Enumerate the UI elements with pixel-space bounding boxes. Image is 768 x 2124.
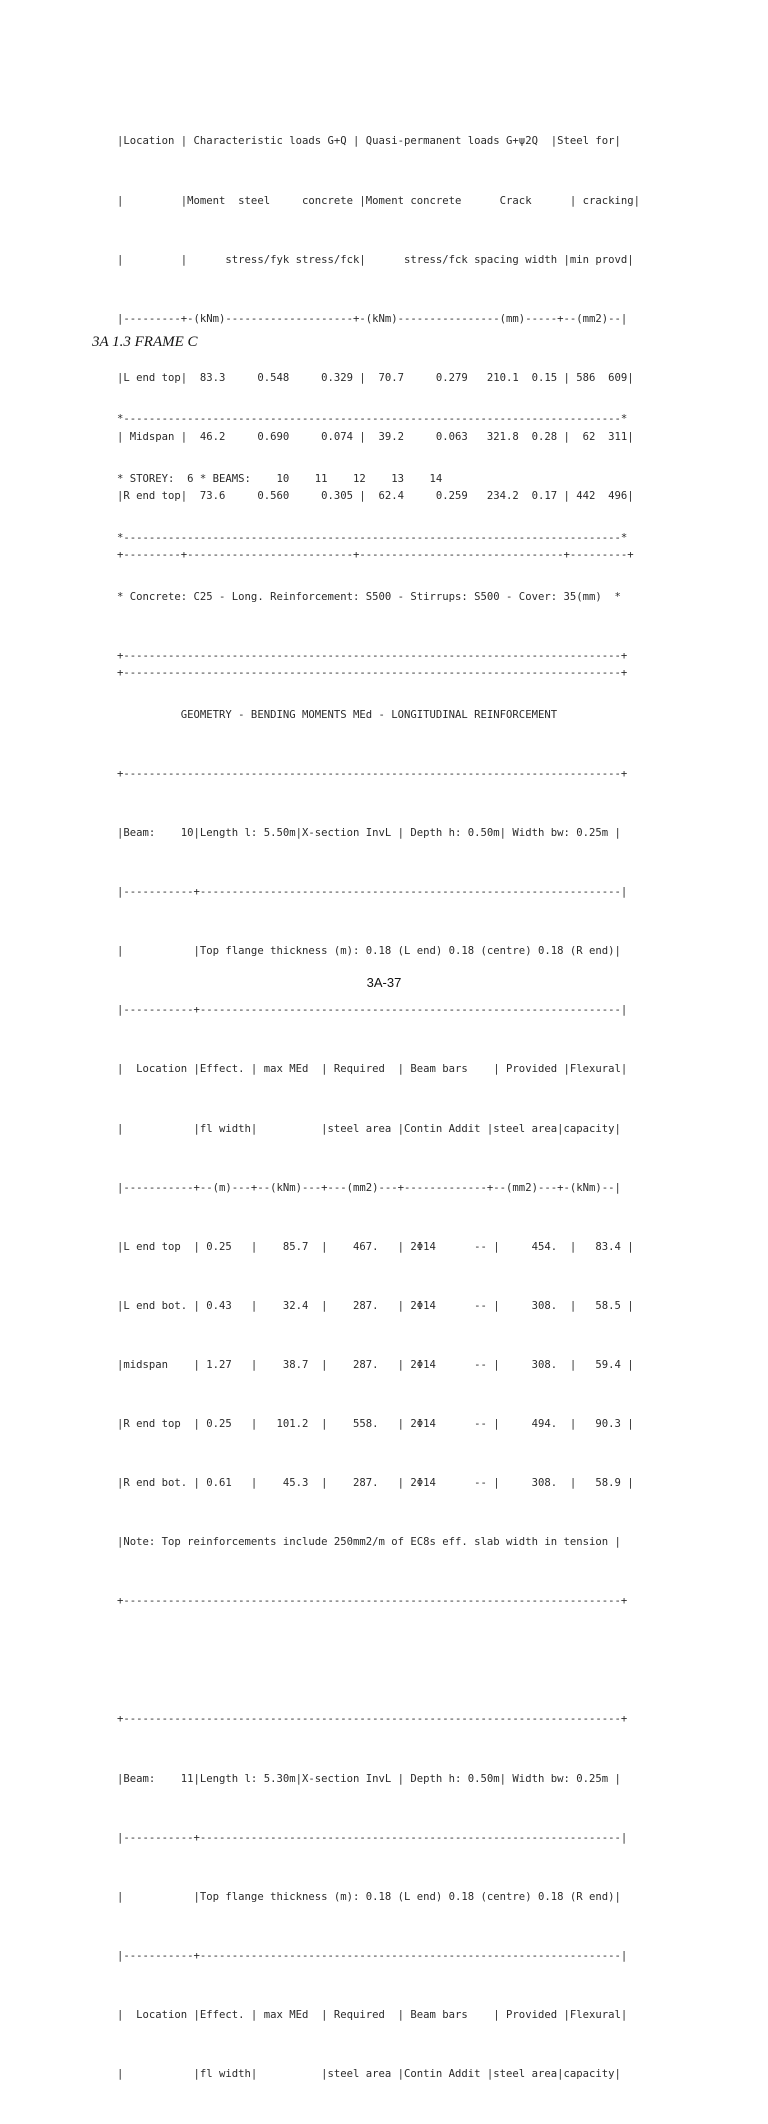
frame-c-output xyxy=(0,371,768,2124)
table-row: |midspan | 1.27 | 38.7 | 287. | 2Φ14 -- | 308. | 59.4 | xyxy=(117,1358,634,1371)
table-line: |-----------+------------------------------------------------------------------| xyxy=(117,1949,628,1962)
table-row: |L end bot. | 0.43 | 32.4 | 287. | 2Φ14 -- | 308. | 58.5 | xyxy=(117,1299,634,1312)
flange-thickness-line: | |Top flange thickness (m): 0.18 (L end) 0.18 (centre) 0.18 (R end)| xyxy=(117,1890,621,1903)
materials-line: * Concrete: C25 - Long. Reinforcement: S500 - Stirrups: S500 - Cover: 35(mm) * xyxy=(117,590,621,603)
table-line: +---------+--------------------------+--------------------------------+---------+ xyxy=(117,549,634,562)
table-row: |R end top | 0.25 | 101.2 | 558. | 2Φ14 -- | 494. | 90.3 | xyxy=(117,1418,634,1430)
table-line: |-----------+------------------------------------------------------------------| xyxy=(117,1831,628,1844)
table-line: *------------------------------------------------------------------------------* xyxy=(117,413,628,426)
beam-11-header: |Beam: 11|Length l: 5.30m|X-section InvL | Depth h: 0.50m| Width bw: 0.25m | xyxy=(117,1772,621,1785)
table-row: |L end top| 83.3 0.548 0.329 | 70.7 0.279 210.1 0.15 | 586 609| xyxy=(117,371,634,384)
table-line: | |Moment steel concrete |Moment concrete Crack | cracking| xyxy=(117,194,640,207)
column-headers: | |fl width| |steel area |Contin Addit |steel area|capacity| xyxy=(117,2068,621,2081)
table-line: +------------------------------------------------------------------------------+ xyxy=(117,767,628,780)
storey-beams-line: * STOREY: 6 * BEAMS: 10 11 12 13 14 xyxy=(117,472,443,485)
table-line: | | stress/fyk stress/fck| stress/fck spacing width |min provd| xyxy=(117,253,634,266)
beam-10-header: |Beam: 10|Length l: 5.50m|X-section InvL | Depth h: 0.50m| Width bw: 0.25m | xyxy=(117,827,621,840)
table-line: +------------------------------------------------------------------------------+ xyxy=(117,667,628,680)
table-line: |Location | Characteristic loads G+Q | Quasi-permanent loads G+ψ2Q |Steel for| xyxy=(117,135,621,148)
section-heading: 3A 1.3 FRAME C xyxy=(92,334,198,350)
table-row: | Midspan | 46.2 0.690 0.074 | 39.2 0.063 321.8 0.28 | 62 311| xyxy=(117,430,634,443)
table-line: |-----------+------------------------------------------------------------------| xyxy=(117,886,628,899)
table-line: +------------------------------------------------------------------------------+ xyxy=(117,649,628,662)
units-line: |-----------+--(m)---+--(kNm)---+---(mm2)---+-------------+--(mm2)---+-(kNm)--| xyxy=(117,1181,621,1194)
table-row: |R end top| 73.6 0.560 0.305 | 62.4 0.259 234.2 0.17 | 442 496| xyxy=(117,489,634,502)
page-number: 3A-37 xyxy=(366,975,402,990)
note-line: |Note: Top reinforcements include 250mm2/m of EC8s eff. slab width in tension | xyxy=(117,1536,621,1549)
table-row: |R end bot. | 0.61 | 45.3 | 287. | 2Φ14 -- | 308. | 58.9 | xyxy=(117,1477,634,1490)
table-line: |---------+-(kNm)--------------------+-(kNm)----------------(mm)-----+--(mm2)--| xyxy=(117,312,628,325)
column-headers: | |fl width| |steel area |Contin Addit |steel area|capacity| xyxy=(117,1122,621,1135)
geometry-title: GEOMETRY - BENDING MOMENTS MEd - LONGITUDINAL REINFORCEMENT xyxy=(117,708,558,721)
table-line: *------------------------------------------------------------------------------* xyxy=(117,531,628,544)
table-line: |-----------+------------------------------------------------------------------| xyxy=(117,1004,628,1017)
column-headers: | Location |Effect. | max MEd | Required | Beam bars | Provided |Flexural| xyxy=(117,2008,628,2021)
table-row: |L end top | 0.25 | 85.7 | 467. | 2Φ14 -- | 454. | 83.4 | xyxy=(117,1240,634,1253)
flange-thickness-line: | |Top flange thickness (m): 0.18 (L end) 0.18 (centre) 0.18 (R end)| xyxy=(117,945,621,958)
table-line: +------------------------------------------------------------------------------+ xyxy=(117,1595,628,1608)
table-line: +------------------------------------------------------------------------------+ xyxy=(117,1713,628,1726)
column-headers: | Location |Effect. | max MEd | Required | Beam bars | Provided |Flexural| xyxy=(117,1063,628,1076)
table-line xyxy=(0,1651,768,1671)
